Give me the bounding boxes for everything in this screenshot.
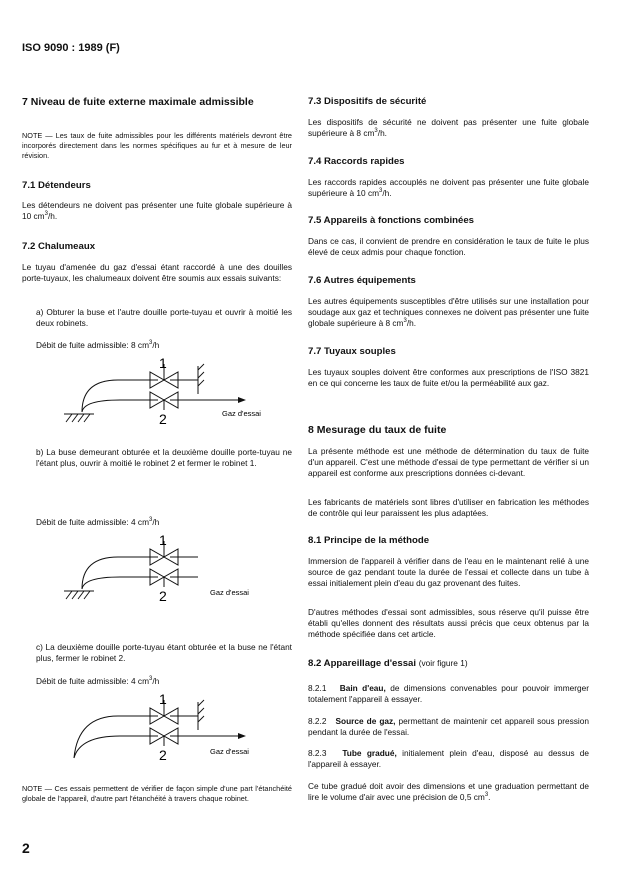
section-7-3-title: 7.3 Dispositifs de sécurité bbox=[308, 96, 427, 107]
section-8-2-3-text: 8.2.3 Tube gradué, initialement plein d'eau, disposé au dessus de l'appareil à essayer. bbox=[308, 748, 590, 769]
section-7-6-title: 7.6 Autres équipements bbox=[308, 275, 416, 286]
section-7-3-text: Les dispositifs de sécurité ne doivent pas présenter une fuite globale supérieure à 8 $cm^3/h$. bbox=[308, 117, 589, 138]
test-c-rate: Débit de fuite admissible: 4 $cm^3/h$ bbox=[36, 676, 160, 686]
section-7-7-title: 7.7 Tuyaux souples bbox=[308, 346, 396, 357]
valve-2-label: 2 bbox=[159, 588, 167, 604]
test-b-rate: Débit de fuite admissible: 4 $cm^3/h$ bbox=[36, 517, 160, 527]
diagram-test-a bbox=[50, 352, 300, 432]
gas-label: Gaz d'essai bbox=[210, 747, 249, 756]
valve-1-label: 1 bbox=[159, 532, 167, 548]
section-7-1-text: Les détendeurs ne doivent pas présenter une fuite globale supérieure à 10 $cm^3/h$. bbox=[22, 200, 292, 221]
section-7-2-intro: Le tuyau d'amenée du gaz d'essai étant raccordé à une des douilles porte-tuyaux, les chalumeaux doivent être soumis aux essais suivants: bbox=[22, 262, 292, 283]
section-7-5-text: Dans ce cas, il convient de prendre en considération le taux de fuite le plus élevé de ceux admis pour chaque fonction. bbox=[308, 236, 589, 257]
section-8-2-2-text: 8.2.2 Source de gaz, permettant de maintenir cet appareil sous pression pendant la durée de l'essai. bbox=[308, 716, 590, 737]
section-8-1-para-1: Immersion de l'appareil à vérifier dans de l'eau en le maintenant relié à une source de gaz pendant toute la durée de l'essai et collecte dans un tube à essai initialement plein d'eau du gaz provenant des fuites. bbox=[308, 556, 589, 588]
section-7-2-title: 7.2 Chalumeaux bbox=[22, 241, 96, 252]
section-8-1-para-2: D'autres méthodes d'essai sont admissibles, sous réserve qu'il puisse être établi qu'elles donnent des résultats aussi précis que ceux obtenus par la méthode spécifiée dans cet article. bbox=[308, 607, 589, 639]
section-7-note: NOTE — Les taux de fuite admissibles pour les différents matériels devront être incorporés directement dans les normes spécifiques au fur et à mesure de leur révision. bbox=[22, 131, 292, 160]
section-8-title: 8 Mesurage du taux de fuite bbox=[308, 424, 447, 436]
section-8-2-1-text: 8.2.1 Bain d'eau, de dimensions convenables pour pouvoir immerger totalement l'appareil à essayer. bbox=[308, 683, 590, 704]
test-a-rate: Débit de fuite admissible: 8 $cm^3/h$ bbox=[36, 340, 160, 350]
figure-reference: (voir figure 1) bbox=[418, 658, 468, 668]
section-7-5-title: 7.5 Appareils à fonctions combinées bbox=[308, 215, 474, 226]
valve-2-label: 2 bbox=[159, 411, 167, 427]
diagram-test-b bbox=[50, 529, 300, 609]
section-8-para-1: La présente méthode est une méthode de détermination du taux de fuite d'un appareil. C'est une méthode d'essai de type permettant de vérifier si un appareil est conforme aux prescriptions données ci-devant. bbox=[308, 446, 589, 478]
diagram-test-c bbox=[50, 688, 300, 768]
section-7-4-title: 7.4 Raccords rapides bbox=[308, 156, 405, 167]
page-number: 2 bbox=[22, 840, 30, 856]
section-8-1-title: 8.1 Principe de la méthode bbox=[308, 535, 430, 546]
section-7-6-text: Les autres équipements susceptibles d'être utilisés sur une installation pour soudage aux gaz et techniques connexes ne doivent pas présenter une fuite globale supérieure à 8 $cm^3/h$. bbox=[308, 296, 589, 328]
gas-label: Gaz d'essai bbox=[222, 409, 261, 418]
test-b-text: b) La buse demeurant obturée et la deuxième douille porte-tuyau ne l'étant plus, ouvrir à moitié le robinet 2 et fermer le robinet 1. bbox=[36, 447, 292, 468]
section-8-2-title: 8.2 Appareillage d'essai (voir figure 1) bbox=[308, 658, 468, 669]
section-7-4-text: Les raccords rapides accouplés ne doivent pas présenter une fuite globale supérieure à 10 $cm^3/h$. bbox=[308, 177, 589, 198]
document-header: ISO 9090 : 1989 (F) bbox=[22, 42, 120, 54]
valve-1-label: 1 bbox=[159, 355, 167, 371]
section-7-1-title: 7.1 Détendeurs bbox=[22, 180, 91, 191]
section-7-title: 7 Niveau de fuite externe maximale admissible bbox=[22, 96, 254, 108]
section-7-7-text: Les tuyaux souples doivent être conformes aux prescriptions de l'ISO 3821 en ce qui concerne les taux de fuite et/ou la perméabilité aux gaz. bbox=[308, 367, 589, 388]
valve-2-label: 2 bbox=[159, 747, 167, 763]
section-8-para-2: Les fabricants de matériels sont libres d'utiliser en fabrication les méthodes de contrôle qui leur paraissent les plus adaptées. bbox=[308, 497, 589, 518]
test-c-text: c) La deuxième douille porte-tuyau étant obturée et la buse ne l'étant plus, fermer le robinet 2. bbox=[36, 642, 292, 663]
gas-label: Gaz d'essai bbox=[210, 588, 249, 597]
tests-end-note: NOTE — Ces essais permettent de vérifier de façon simple d'une part l'étanchéité globale de l'appareil, d'autre part l'étanchéité à travers chaque robinet. bbox=[22, 784, 292, 803]
test-a-text: a) Obturer la buse et l'autre douille porte-tuyau et ouvrir à moitié les deux robinets. bbox=[36, 307, 292, 328]
valve-1-label: 1 bbox=[159, 691, 167, 707]
section-8-2-3-para-2: Ce tube gradué doit avoir des dimensions et une graduation permettant de lire le volume d'air avec une précision de 0,5 $cm^3$. bbox=[308, 781, 589, 802]
